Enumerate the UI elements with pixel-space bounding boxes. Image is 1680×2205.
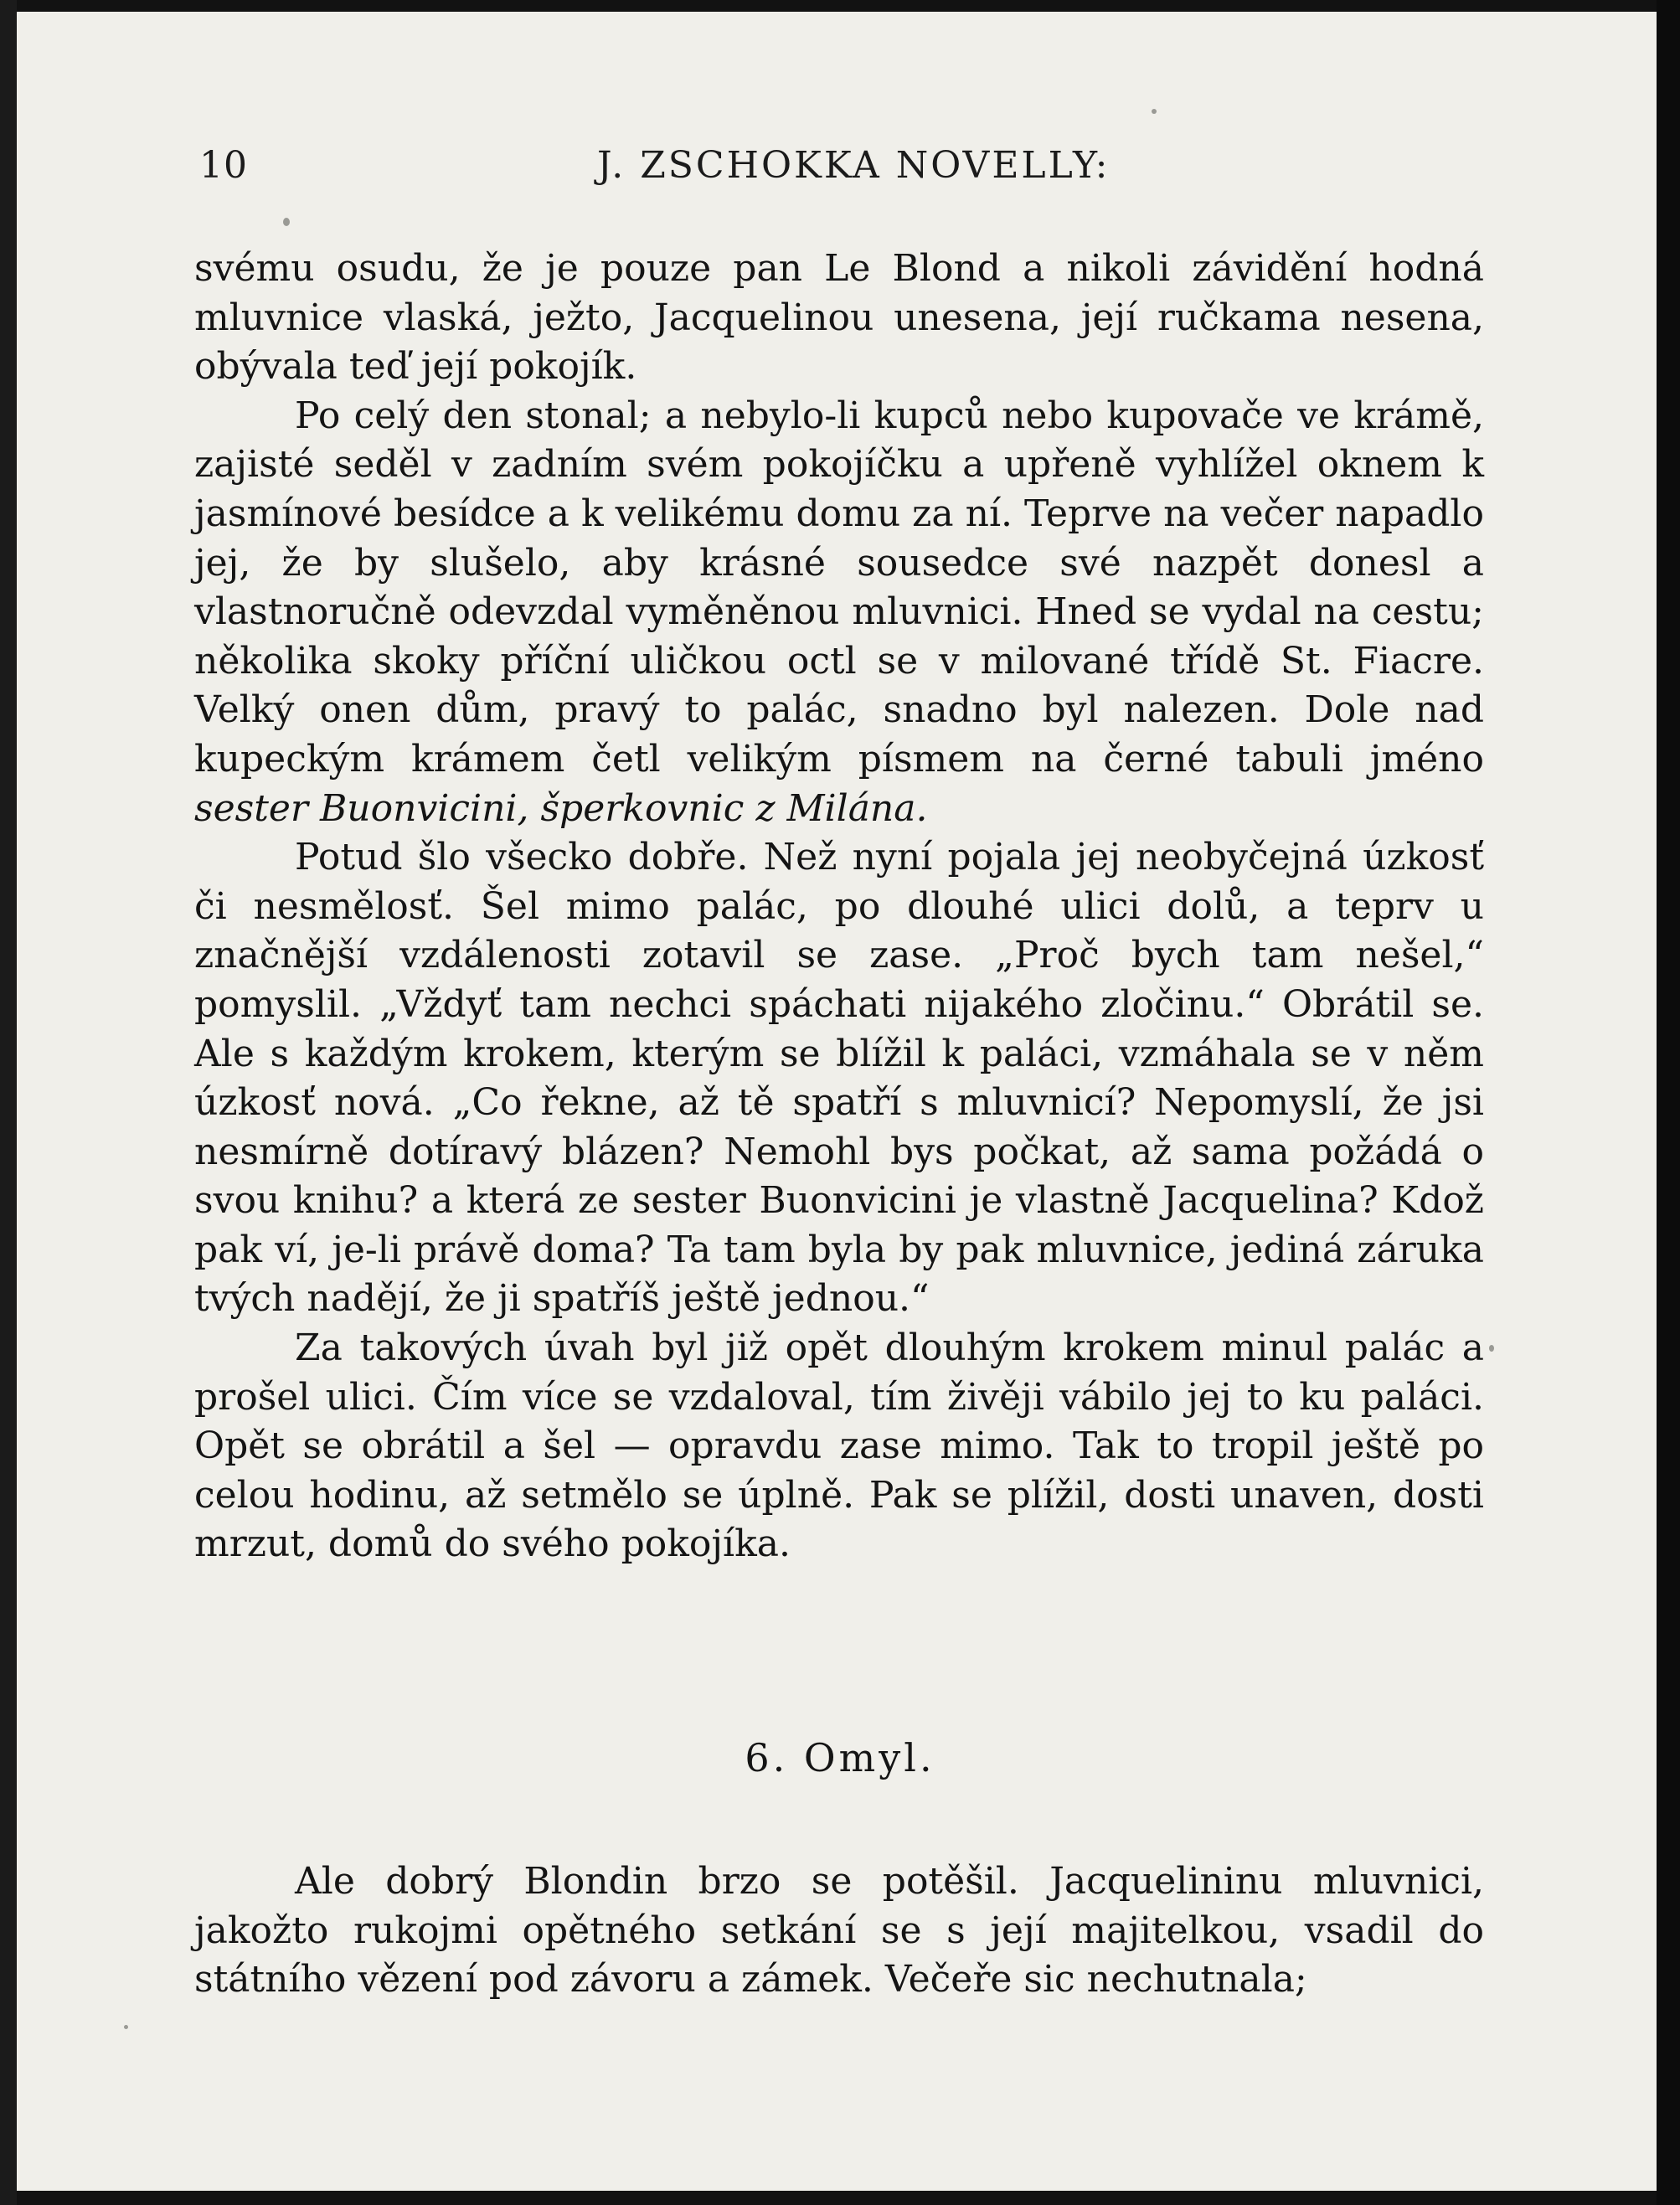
italic-shop-name: sester Buonvicini, šperkovnic z Milána.	[194, 786, 928, 830]
section-heading: 6. Omyl.	[745, 1735, 935, 1780]
paragraph: svému osudu, že je pouze pan Le Blond a nikoli závidění hodná mluvnice vlaská, ježto, Jacquelinou unesena, její ručkama nesena, obývala teď její pokojík.	[194, 247, 1484, 389]
paragraph: Za takových úvah byl již opět dlouhým krokem minul palác a prošel ulici. Čím více se vzdaloval, tím živěji vábilo jej to ku paláci. Opět se obrátil a šel — opravdu zase mimo. Tak to tropil ještě po celou hodinu, až setmělo se úplně. Pak se plížil, dosti unaven, dosti mrzut, domů do svého pokojíka.	[194, 1327, 1484, 1566]
paper-speck	[1489, 1345, 1494, 1352]
paper-speck	[1152, 109, 1157, 114]
scan-border-right	[1657, 0, 1680, 2205]
paragraph: Potud šlo všecko dobře. Než nyní pojala jej neobyčejná úzkosť či nesmělosť. Šel mimo palác, po dlouhé ulici dolů, a teprv u značnější vzdálenosti zotavil se zase. „Proč bych tam nešel,“ pomyslil. „Vždyť tam nechci spáchati nijakého zločinu.“ Obrátil se. Ale s každým krokem, kterým se blížil k paláci, vzmáhala se v něm úzkosť nová. „Co řekne, až tě spatří s mluvnicí? Nepomyslí, že jsi nesmírně dotíravý blázen? Nemohl bys počkat, až sama požádá o svou knihu? a která ze sester Buonvicini je vlastně Jacquelina? Kdož pak ví, je-li právě doma? Ta tam byla by pak mluvnice, jediná záruka tvých nadějí, že ji spatříš ještě jednou.“	[194, 836, 1484, 1321]
running-head	[199, 144, 1523, 198]
paragraph: Po celý den stonal; a nebylo-li kupců nebo kupovače ve krámě, zajisté seděl v zadním svém pokojíčku a upřeně vyhlížel oknem k jasmínové besídce a k velikému domu za ní. Teprve na večer napadlo jej, že by slušelo, aby krásné sousedce své nazpět donesl a vlastnoručně odevzdal vyměněnou mluvnici. Hned se vydal na cestu; několika skoky příční uličkou octl se v milované třídě St. Fiacre. Velký onen dům, pravý to palác, snadno byl nalezen. Dole nad kupeckým krámem četl velikým písmem na černé tabuli jméno sester Buonvicini, šperkovnic z Milána.	[194, 394, 1484, 830]
running-title: J. ZSCHOKKA NOVELLY:	[597, 144, 1111, 187]
section-body-text	[194, 1857, 1484, 2005]
paper-speck	[283, 218, 290, 226]
page-number: 10	[199, 144, 248, 187]
paper-speck	[124, 2025, 128, 2029]
paragraph: Ale dobrý Blondin brzo se potěšil. Jacquelininu mluvnici, jakožto rukojmi opětného setkání se s její majitelkou, vsadil do státního vězení pod závoru a zámek. Večeře sic nechutnala;	[194, 1860, 1484, 2002]
scan-border-left	[0, 0, 17, 2205]
body-text	[194, 245, 1484, 1569]
